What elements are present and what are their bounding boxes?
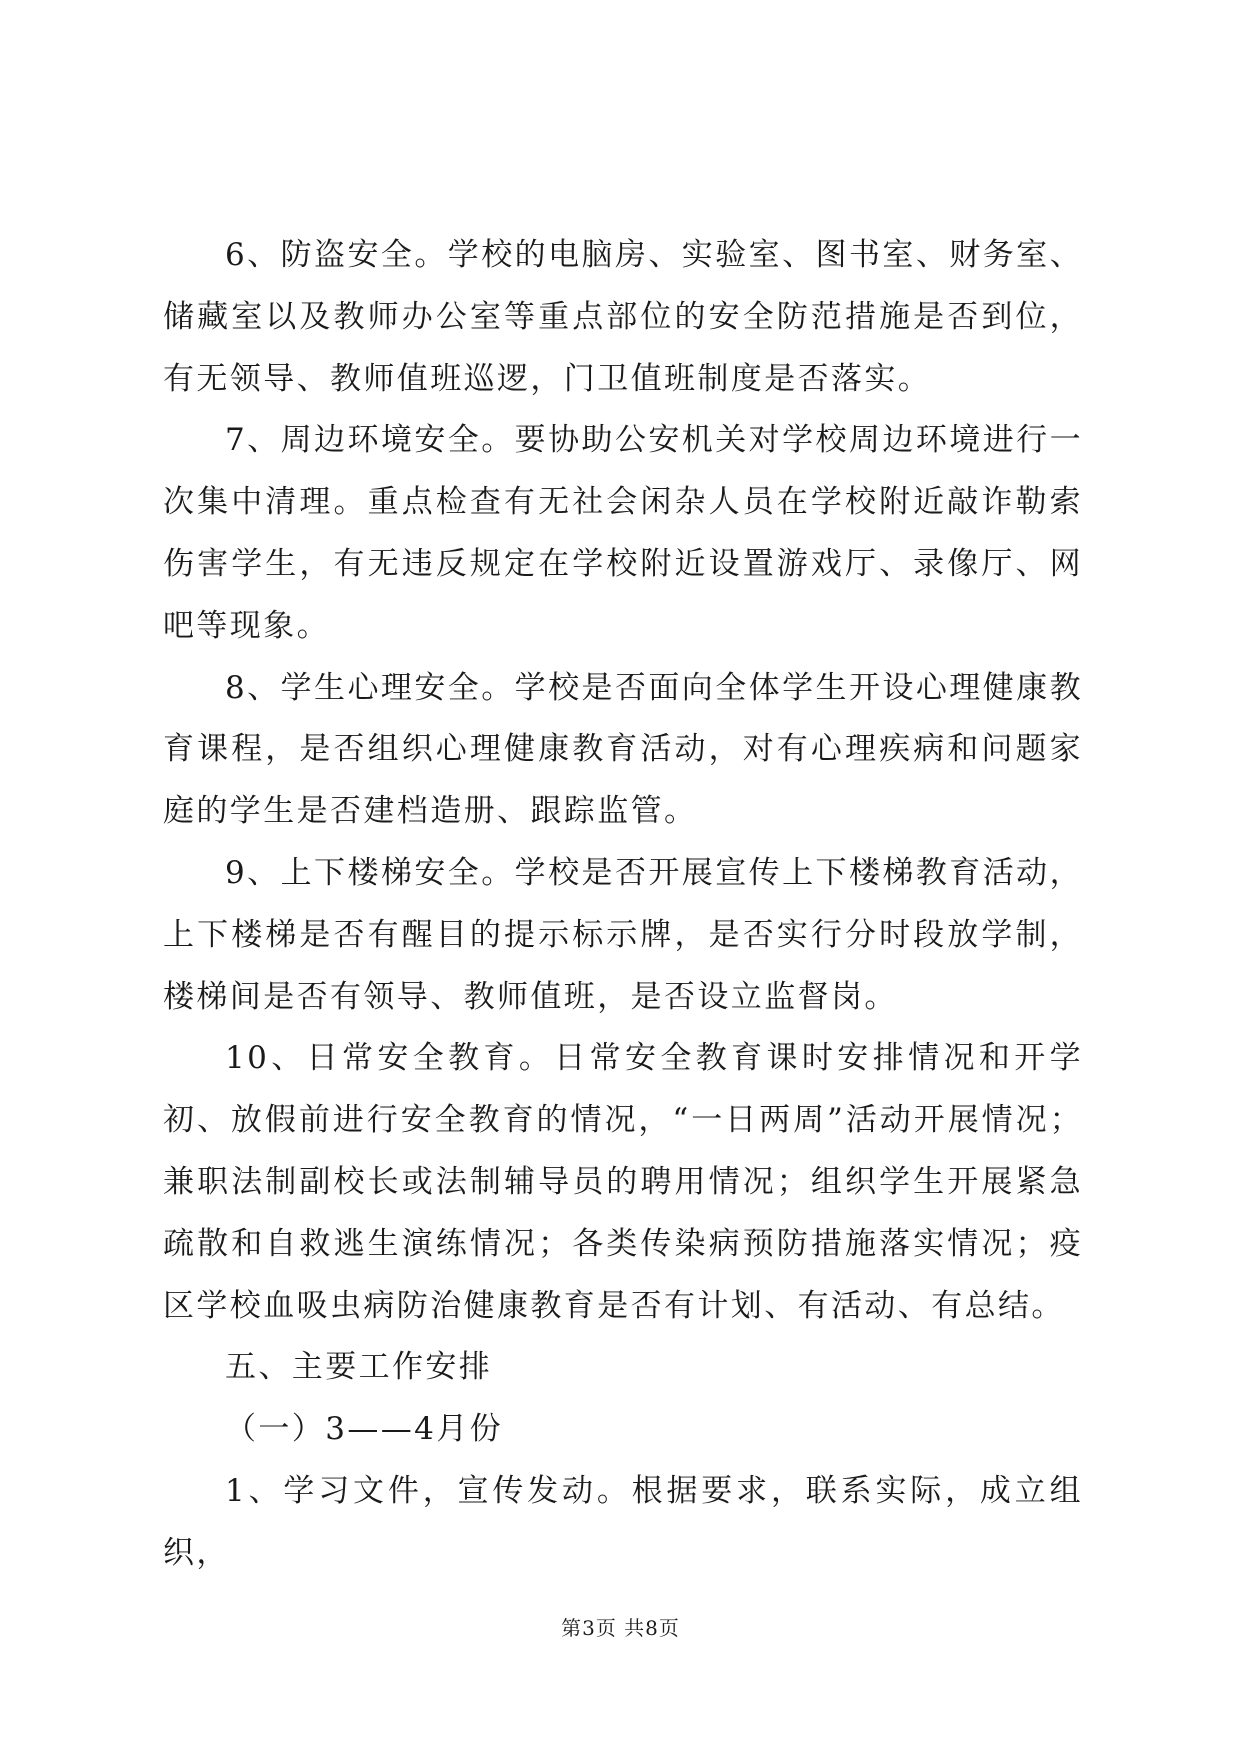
page-number-footer: 第3页 共8页 (561, 1616, 680, 1640)
paragraph-daily-safety-education: 10、日常安全教育。日常安全教育课时安排情况和开学初、放假前进行安全教育的情况，“一日两周”活动开展情况；兼职法制副校长或法制辅导员的聘用情况；组织学生开展紧急疏散和自救逃生演练情况；各类传染病预防措施落实情况；疫区学校血吸虫病防治健康教育是否有计划、有活动、有总结。 (163, 1040, 1083, 1324)
paragraph-study-documents: 1、学习文件，宣传发动。根据要求，联系实际，成立组织， (163, 1472, 1083, 1571)
paragraph-surroundings-safety: 7、周边环境安全。要协助公安机关对学校周边环境进行一次集中清理。重点检查有无社会闲杂人员在学校附近敲诈勒索伤害学生，有无违反规定在学校附近设置游戏厅、录像厅、网吧等现象。 (163, 422, 1083, 644)
paragraph-stairs-safety: 9、上下楼梯安全。学校是否开展宣传上下楼梯教育活动，上下楼梯是否有醒目的提示标示牌，是否实行分时段放学制，楼梯间是否有领导、教师值班，是否设立监督岗。 (163, 854, 1083, 1015)
subsection-heading-march-april: （一）3——4月份 (225, 1411, 504, 1448)
document-body (163, 225, 1083, 1585)
section-heading-work-arrangement: 五、主要工作安排 (225, 1349, 493, 1386)
paragraph-theft-safety: 6、防盗安全。学校的电脑房、实验室、图书室、财务室、储藏室以及教师办公室等重点部位的安全防范措施是否到位，有无领导、教师值班巡逻，门卫值班制度是否落实。 (163, 237, 1083, 397)
paragraph-psychological-safety: 8、学生心理安全。学校是否面向全体学生开设心理健康教育课程，是否组织心理健康教育活动，对有心理疾病和问题家庭的学生是否建档造册、跟踪监管。 (163, 669, 1083, 830)
